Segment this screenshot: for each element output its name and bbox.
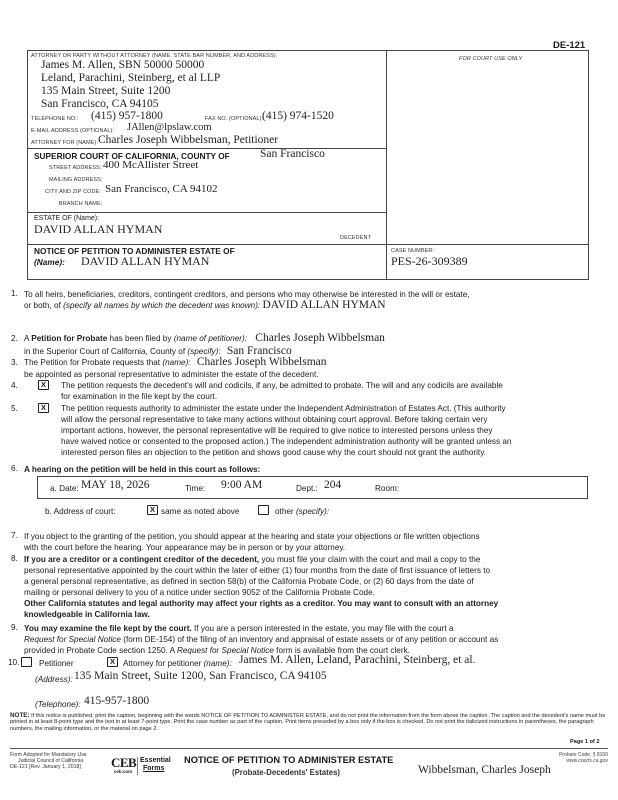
- item-9-italic-2: Request for Special Notice: [176, 646, 274, 655]
- estate-divider: [27, 212, 386, 213]
- item-1-text: [24, 289, 604, 311]
- city-field[interactable]: San Francisco, CA 94102: [105, 183, 218, 195]
- attorney-for-field[interactable]: Charles Joseph Wibbelsman, Petitioner: [98, 134, 279, 146]
- footer-title: NOTICE OF PETITION TO ADMINISTER ESTATE: [184, 755, 394, 765]
- court-use-label: FOR COURT USE ONLY: [459, 56, 523, 62]
- email-label: E-MAIL ADDRESS (OPTIONAL):: [31, 128, 115, 134]
- item-9-number: 9.: [11, 623, 18, 632]
- item-5-line-5: interested person files an objection to the petition and shows good cause why the court should not grant the authority.: [61, 448, 486, 457]
- attorney-line-2[interactable]: Leland, Parachini, Steinberg, et al LLP: [41, 72, 221, 84]
- item-1-hint: (specify all names by which the decedent was known):: [63, 301, 261, 310]
- footer-rule: [10, 748, 608, 749]
- petition-county-field[interactable]: San Francisco: [226, 345, 292, 357]
- item-5-line-4: have waived notice or consented to the proposed action.) The independent administration authority will be granted unless an: [61, 437, 512, 446]
- logo-divider: [137, 757, 138, 775]
- branch-label: BRANCH NAME:: [59, 201, 103, 207]
- attorney-telephone-field[interactable]: 415-957-1800: [84, 695, 150, 707]
- adopted-line-2: Judicial Council of California: [18, 758, 84, 764]
- item-6-number: 6.: [11, 464, 18, 473]
- telephone-hint: (Telephone):: [35, 700, 81, 709]
- item-8-text: [24, 554, 614, 620]
- item-2-hint: (name of petitioner):: [173, 334, 248, 343]
- item-3-a: The Petition for Probate requests that: [24, 358, 161, 367]
- attorney-line-4[interactable]: San Francisco, CA 94105: [41, 98, 159, 110]
- decedent-label: DECEDENT: [340, 235, 372, 241]
- representative-name-field[interactable]: Charles Joseph Wibbelsman: [196, 356, 327, 368]
- ceb-sub: ceb.com: [113, 769, 133, 774]
- hearing-time-label: Time:: [185, 484, 206, 493]
- attorney-for-petitioner-label: [123, 658, 232, 669]
- item-2-number: 2.: [11, 334, 18, 343]
- item-3-hint: (name):: [162, 358, 191, 367]
- address-hint: (Address):: [35, 675, 73, 684]
- forms-line: Forms: [143, 765, 165, 772]
- same-address-label: same as noted above: [161, 507, 240, 516]
- attorney-label-text: Attorney for petitioner: [123, 659, 202, 668]
- item-2-bold: Petition for Probate: [31, 334, 108, 343]
- essential-forms-logo: [140, 757, 171, 773]
- item-1-number: 1.: [11, 289, 18, 298]
- item-9-line-1: If you are a person interested in the estate, you may file with the court a: [194, 624, 454, 633]
- mailing-label: MAILING ADDRESS:: [49, 177, 103, 183]
- decedent-names-field[interactable]: DAVID ALLAN HYMAN: [262, 299, 386, 311]
- attorney-label: ATTORNEY OR PARTY WITHOUT ATTORNEY (NAME, STATE BAR NUMBER, AND ADDRESS):: [31, 53, 278, 59]
- telephone-label: TELEPHONE NO.:: [31, 116, 79, 122]
- note-text: If this notice is published, print the caption, beginning with the words NOTICE OF PETITION TO ADMINISTER ESTATE, and do not print the information from the form above the caption. The caption and the decedent's name must be printed in at least 8-point type and the text in at least 7-point type. Print the case number as part of the caption. Print items preceded by a box only if the box is checked. Do not print the italicized instructions in parentheses, the paragraph numbers, the mailing information, or the material on page 2.: [10, 713, 606, 732]
- county-field[interactable]: San Francisco: [260, 148, 325, 160]
- item-4-number: 4.: [11, 381, 18, 390]
- item-4-checkbox[interactable]: X: [38, 380, 49, 390]
- other-address-label: [275, 506, 329, 517]
- title-name-label: (Name):: [34, 257, 65, 267]
- item-3-line-2: be appointed as personal representative to administer the estate of the decedent.: [24, 370, 319, 379]
- caption-divider: [386, 50, 387, 280]
- item-4-text: [61, 380, 611, 402]
- item-5-line-3: important actions, however, the personal representative will be required to give notice to interested persons unless they: [61, 426, 493, 435]
- item-7-line-2: with the court before the hearing. Your appearance may be in person or by your attorney.: [24, 543, 346, 552]
- item-2-hint-2: (specify):: [187, 347, 221, 356]
- adopted-line-1: Form Adopted for Mandatory Use: [10, 752, 87, 758]
- page-number: Page 1 of 2: [570, 739, 600, 745]
- hearing-dept-field[interactable]: 204: [324, 479, 342, 491]
- item-3-text: [24, 356, 604, 381]
- estate-name-field[interactable]: DAVID ALLAN HYMAN: [34, 222, 163, 236]
- attorney-checkbox[interactable]: X: [107, 657, 118, 667]
- title-divider: [27, 244, 589, 245]
- attorney-for-label: ATTORNEY FOR (NAME):: [31, 140, 99, 146]
- attorney-line-1[interactable]: James M. Allen, SBN 50000 50000: [41, 59, 205, 71]
- telephone-field[interactable]: (415) 957-1800: [91, 110, 163, 122]
- item-3-number: 3.: [11, 358, 18, 367]
- court-address-label: b. Address of court:: [45, 507, 116, 516]
- street-label: STREET ADDRESS:: [49, 165, 102, 171]
- petitioner-label: Petitioner: [39, 659, 74, 668]
- case-number-field[interactable]: PES-26-309389: [391, 254, 468, 268]
- title-name-field[interactable]: DAVID ALLAN HYMAN: [81, 254, 210, 268]
- item-8-line-1: you must file your claim with the court and mail a copy to the: [261, 555, 481, 564]
- petitioner-name-field[interactable]: Charles Joseph Wibbelsman: [255, 332, 385, 344]
- name-hint: (name):: [203, 659, 232, 668]
- item-5-line-2: will allow the personal representative to take many actions without obtaining court approval. Before taking certain very: [61, 415, 488, 424]
- hearing-date-label: a. Date:: [50, 484, 79, 493]
- adopted-line-3: DE-121 [Rev. January 1, 2018]: [10, 764, 81, 770]
- essential-line: Essential: [140, 757, 171, 764]
- hearing-time-field[interactable]: 9:00 AM: [221, 479, 263, 491]
- item-7-text: [24, 531, 614, 553]
- court-label: SUPERIOR COURT OF CALIFORNIA, COUNTY OF: [34, 151, 230, 161]
- item-9-bold: You may examine the file kept by the court.: [24, 624, 192, 633]
- signature-name: Wibbelsman, Charles Joseph: [418, 764, 551, 776]
- item-5-text: [61, 403, 611, 458]
- item-2-text: [24, 332, 604, 358]
- other-hint: (specify):: [295, 507, 330, 516]
- item-9-line-3b: form is available from the court clerk.: [276, 646, 410, 655]
- item-9-text: [24, 623, 614, 656]
- item-9-line-3a: provided in Probate Code section 1250. A: [24, 646, 175, 655]
- footer-subtitle: (Probate-Decedents' Estates): [232, 768, 341, 777]
- court-divider: [27, 148, 386, 149]
- courts-website-link[interactable]: www.courts.ca.gov: [566, 758, 608, 764]
- item-4-line-1: The petition requests the decedent's will and codicils, if any, be admitted to probate. The will and any codicils are available: [61, 381, 503, 390]
- probate-code: [520, 752, 608, 764]
- item-7-number: 7.: [11, 531, 18, 540]
- item-8-number: 8.: [11, 554, 18, 563]
- item-5-number: 5.: [11, 404, 18, 413]
- item-8-line-5: Other California statutes and legal authority may affect your rights as a creditor. You may want to consult with an attorney: [24, 599, 499, 608]
- attorney-address-field[interactable]: 135 Main Street, Suite 1200, San Francisco, CA 94105: [74, 670, 327, 682]
- petitioner-checkbox[interactable]: [21, 657, 32, 667]
- item-1-text-line-1: To all heirs, beneficiaries, creditors, contingent creditors, and persons who may otherwise be interested in the will or estate,: [24, 290, 470, 299]
- form-adopted: [10, 752, 87, 770]
- item-1-text-line-2: or both, of: [24, 301, 61, 310]
- other-address-checkbox[interactable]: [258, 505, 269, 515]
- hearing-date-field[interactable]: MAY 18, 2026: [81, 479, 150, 491]
- estate-label: ESTATE OF (Name):: [34, 215, 100, 222]
- notice-title: NOTICE OF PETITION TO ADMINISTER ESTATE OF: [34, 246, 235, 256]
- fax-field[interactable]: (415) 974-1520: [262, 110, 334, 122]
- ceb-logo-text: CEB: [111, 755, 137, 770]
- publication-note: [10, 713, 608, 732]
- item-8-bold: If you are a creditor or a contingent creditor of the decedent,: [24, 555, 260, 564]
- item-2-a: A: [24, 334, 30, 343]
- item-9-line-2: (form DE-154) of the filing of an inventory and appraisal of estate assets or of any petition or account as: [123, 635, 499, 644]
- item-5-checkbox[interactable]: X: [38, 403, 49, 413]
- attorney-name-field[interactable]: James M. Allen, Leland, Parachini, Steinberg, et al.: [239, 654, 476, 666]
- item-4-line-2: for examination in the file kept by the court.: [61, 392, 218, 401]
- city-label: CITY AND ZIP CODE:: [45, 189, 101, 195]
- hearing-room-label: Room:: [375, 484, 400, 493]
- item-10-number: 10.: [8, 658, 20, 667]
- item-7-line-1: If you object to the granting of the petition, you should appear at the hearing and state your objections or file written objections: [24, 532, 480, 541]
- email-field[interactable]: JAllen@lpslaw.com: [127, 122, 212, 133]
- item-8-line-2: personal representative appointed by the court within the later of either (1) four months from the date of first issuance of letters to: [24, 566, 491, 575]
- item-8-line-3: a general personal representative, as defined in section 58(b) of the California Probate Code, or (2) 60 days from the date of: [24, 577, 474, 586]
- item-9-italic: Request for Special Notice: [24, 635, 121, 644]
- street-field[interactable]: 400 McAllister Street: [103, 159, 199, 171]
- probate-code-text: Probate Code, § 8100: [559, 752, 608, 758]
- fax-label: FAX NO. (OPTIONAL):: [205, 116, 264, 122]
- ceb-logo: [111, 756, 135, 775]
- item-8-line-6: knowledgeable in California law.: [24, 610, 150, 619]
- note-label: NOTE:: [10, 712, 30, 719]
- case-number-label: CASE NUMBER:: [391, 248, 435, 254]
- same-address-checkbox[interactable]: X: [147, 505, 158, 515]
- form-id: DE-121: [553, 40, 586, 51]
- item-2-b: has been filed by: [109, 334, 172, 343]
- other-label: other: [275, 507, 294, 516]
- attorney-line-3[interactable]: 135 Main Street, Suite 1200: [41, 85, 171, 97]
- item-2-line-2: in the Superior Court of California, County of: [24, 347, 186, 356]
- hearing-dept-label: Dept.:: [296, 484, 318, 493]
- item-8-line-4: mailing or personal delivery to you of a notice under section 9052 of the California Probate Code.: [24, 588, 375, 597]
- item-5-line-1: The petition requests authority to administer the estate under the Independent Administration of Estates Act. (This authority: [61, 404, 506, 413]
- item-6-text: A hearing on the petition will be held in this court as follows:: [24, 465, 261, 474]
